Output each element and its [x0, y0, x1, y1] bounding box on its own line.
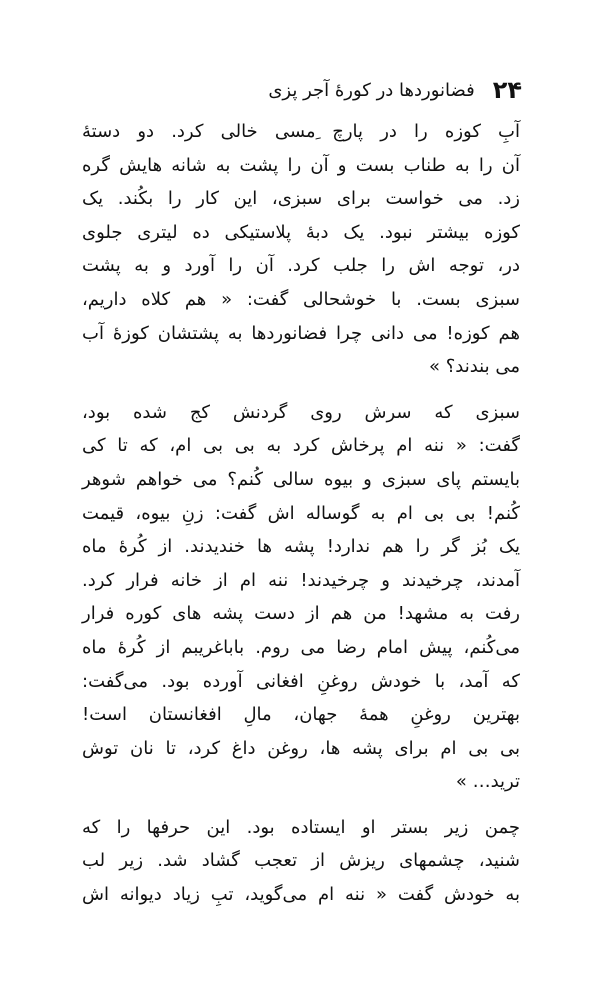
text-line: بی بی ام برای پشه ها، روغن داغ کرد، تا نان توش [82, 737, 520, 759]
text-line: گفت: « ننه ام پرخاش کرد به بی بی ام، که تا کی [82, 435, 520, 457]
text-line: آن را به طناب بست و آن را پشت به شانه هایش گره [82, 154, 520, 176]
text-line: سبزی که سرش روی گردنش کج شده بود، [82, 401, 520, 423]
text-line: سبزی بست. با خوشحالی گفت: « هم کلاه داریم، [82, 288, 520, 310]
text-line: بایستم پای سبزی و بیوه سالی کُنم؟ می خواهم شوهر [82, 468, 520, 490]
text-line: هم کوزه! می دانی چرا فضانوردها به پشتشان کوزهٔ آب [82, 322, 520, 344]
text-line: کُنم! بی بی ام به گوساله اش گفت: زنِ بیوه، قیمت [82, 502, 520, 524]
text-line: می بندند؟ » [428, 356, 520, 378]
page-header [82, 70, 522, 110]
text-line: زد. می خواست برای سبزی، این کار را بکُند. یک [82, 188, 520, 210]
text-line: رفت به مشهد! من هم از دست پشه های کوره فرار [82, 603, 520, 625]
paragraph-2 [82, 396, 520, 799]
body-text [82, 115, 520, 912]
paragraph-1 [82, 115, 520, 384]
text-line: که آمد، با خودش روغنِ افغانی آورده بود. می‌گفت: [82, 670, 520, 692]
text-line: چمن زیر بستر او ایستاده بود. این حرفها را که [82, 816, 520, 838]
text-line: در، توجه اش را جلب کرد. آن را آورد و به پشت [82, 255, 520, 277]
paragraph-3 [82, 811, 520, 912]
text-line: آمدند، چرخیدند و چرخیدند! ننه ام از خانه فرار کرد. [82, 569, 520, 591]
text-line: یک بُز گر را هم ندارد! پشه ها خندیدند. از کُرهٔ ماه [82, 536, 520, 558]
text-line: آبِ کوزه را در پارچ ِمسی خالی کرد. دو دستهٔ [82, 121, 520, 142]
text-line: بهترین روغنِ همهٔ جهان، مالِ افغانستان است! [82, 704, 520, 726]
text-line: می‌کُنم، پیش امام رضا می روم. باباغریبم از کُرهٔ ماه [82, 636, 520, 658]
page-number: ۲۴ [492, 76, 522, 104]
text-line: ترید… » [455, 771, 520, 793]
text-line: کوزه بیشتر نبود. یک دبهٔ پلاستیکی ده لیتری جلوی [82, 221, 520, 243]
running-title: فضانوردها در کورهٔ آجر پزی [268, 79, 475, 101]
text-line: به خودش گفت « ننه ام می‌گوید، تبِ زیاد دیوانه اش [82, 884, 520, 906]
text-line: شنید، چشمهای ریزش از تعجب گشاد شد. زیر لب [82, 850, 520, 872]
